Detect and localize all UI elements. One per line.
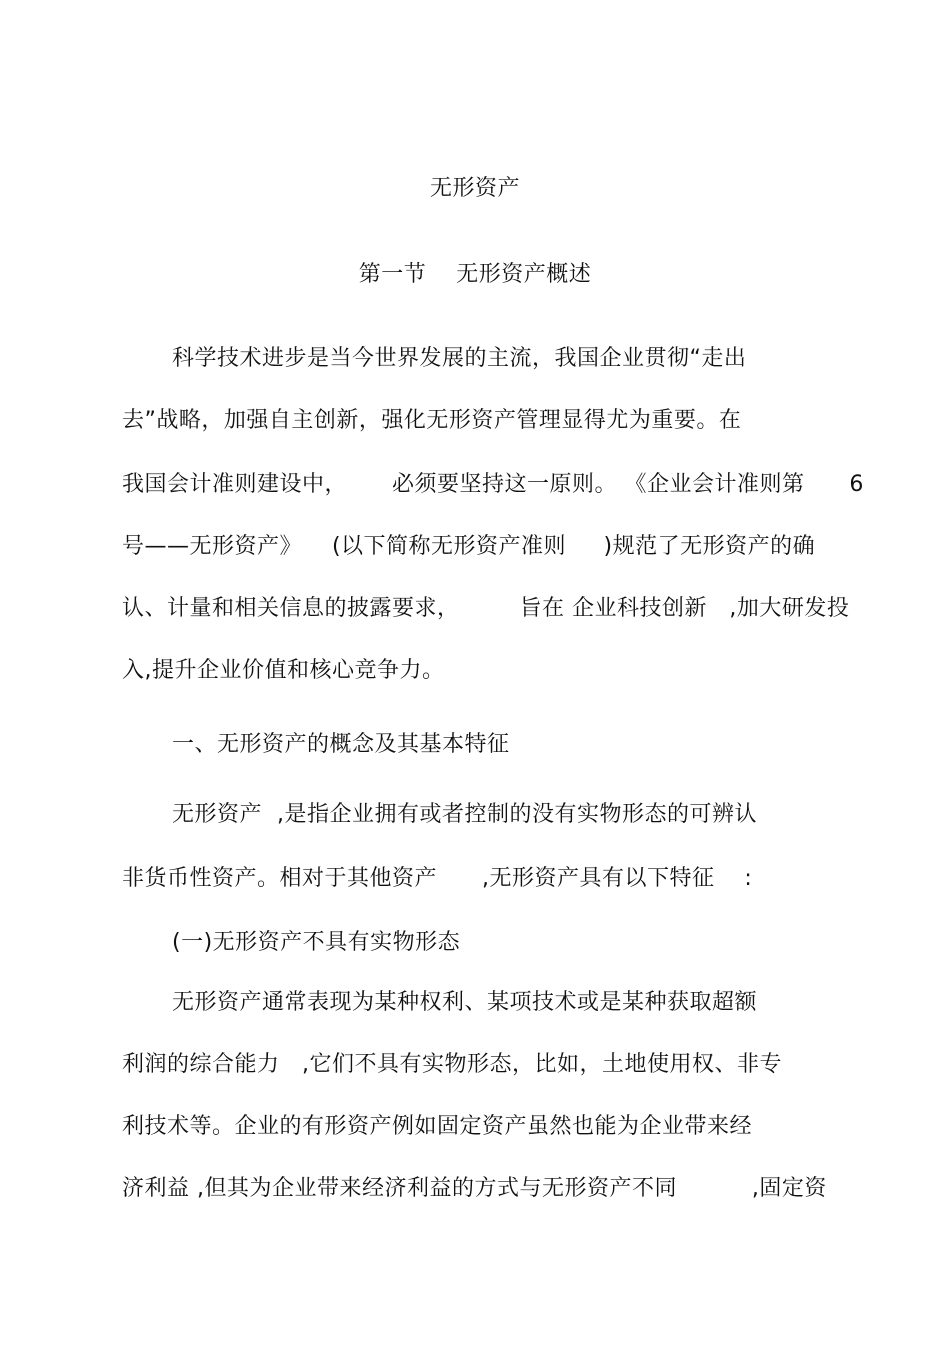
paragraph-line: 入,提升企业价值和核心竞争力。 (122, 658, 445, 683)
paragraph-line: 利润的综合能力 ,它们不具有实物形态，比如，土地使用权、非专 (122, 1052, 782, 1077)
paragraph-line: 利技术等。企业的有形资产例如固定资产虽然也能为企业带来经 (122, 1114, 753, 1139)
paragraph-line: 我国会计准则建设中， 必须要坚持这一原则。 《企业会计准则第 6 (122, 472, 864, 497)
subheading: 一、无形资产的概念及其基本特征 (172, 732, 510, 757)
paragraph-line: 科学技术进步是当今世界发展的主流，我国企业贯彻“走出 (172, 346, 747, 371)
paragraph-line: 号——无形资产》 (以下简称无形资产准则 )规范了无形资产的确 (122, 534, 816, 559)
paragraph-line: 济利益 ,但其为企业带来经济利益的方式与无形资产不同 ,固定资 (122, 1176, 827, 1201)
paragraph-line: 认、计量和相关信息的披露要求， 旨在 企业科技创新 ,加大研发投 (122, 596, 850, 621)
paragraph-line: 去”战略，加强自主创新，强化无形资产管理显得尤为重要。在 (122, 408, 742, 433)
document-title: 无形资产 (429, 176, 520, 201)
section-heading: 第一节 无形资产概述 (358, 262, 592, 287)
subheading: (一)无形资产不具有实物形态 (172, 930, 461, 955)
paragraph-line: 无形资产 ,是指企业拥有或者控制的没有实物形态的可辨认 (172, 802, 757, 827)
paragraph-line: 无形资产通常表现为某种权利、某项技术或是某种获取超额 (172, 990, 758, 1015)
paragraph-line: 非货币性资产。相对于其他资产 ,无形资产具有以下特征 : (122, 866, 753, 891)
